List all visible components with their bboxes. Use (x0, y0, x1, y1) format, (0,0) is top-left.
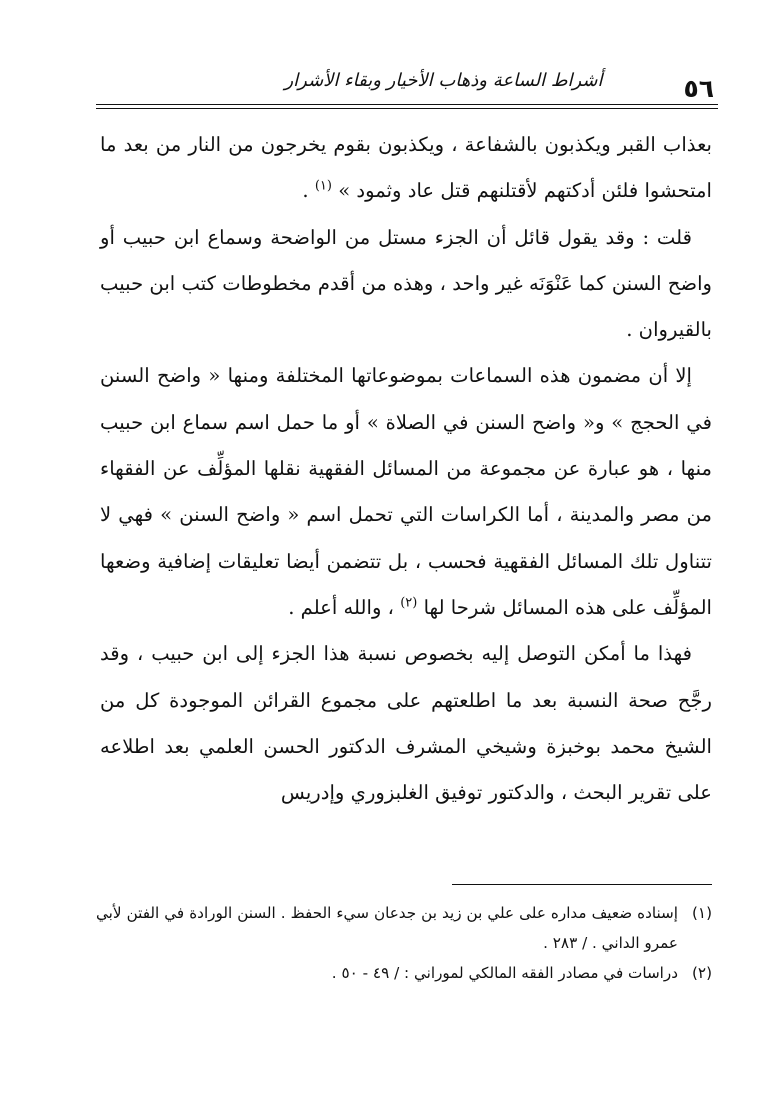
footnote-ref-1: (١) (314, 178, 332, 194)
paragraph-tail: ، والله أعلم . (288, 595, 401, 619)
paragraph-text: قلت : وقد يقول قائل أن الجزء مستل من الواضحة وسماع ابن حبيب أو واضح السنن كما عَنْوَنَه غير واحد ، وهذه من أقدم مخطوطات كتب ابن حبيب بالقيروان . (100, 225, 712, 342)
header-rule-secondary (96, 108, 718, 109)
paragraph-text: فهذا ما أمكن التوصل إليه بخصوص نسبة هذا الجزء إلى ابن حبيب ، وقد رجَّح صحة النسبة بعد ما اطلعتهم على مجموع القرائن الموجودة كل من الشيخ محمد بوخبزة وشيخي المشرف الدكتور الحسن العلمي بعد اطلاعه على تقرير البحث ، والدكتور توفيق الغلبزوري وإدريس (100, 642, 712, 805)
footnote-text: إسناده ضعيف مداره على علي بن زيد بن جدعان سيء الحفظ . السنن الورادة في الفتن لأبي عمرو الداني . / ٢٨٣ . (96, 904, 678, 952)
paragraph-3 (100, 353, 712, 631)
main-text (100, 122, 712, 816)
footnote-ref-2: (٢) (400, 595, 418, 611)
paragraph-1 (100, 122, 712, 215)
footnote-number: (٢) (691, 964, 712, 982)
page-header (96, 68, 718, 110)
footnote-text: دراسات في مصادر الفقه المالكي لموراني : / ٤٩ - ٥٠ . (331, 964, 678, 982)
running-title: أشراط الساعة وذهاب الأخيار وبقاء الأشرار (284, 70, 603, 91)
paragraph-text: إلا أن مضمون هذه السماعات بموضوعاتها المختلفة ومنها « واضح السنن في الحجج » و« واضح السنن في الصلاة » أو ما حمل اسم سماع ابن حبيب منها ، هو عبارة عن مجموعة من المسائل الفقهية نقلها المؤلِّف عن الفقهاء من مصر والمدينة ، أما الكراسات التي تحمل اسم « واضح السنن » فهي لا تتناول تلك المسائل الفقهية فحسب ، بل تتضمن أيضا تعليقات إضافية وضعها المؤلِّف على هذه المسائل شرحا لها (100, 364, 712, 619)
paragraph-4 (100, 631, 712, 816)
paragraph-tail: . (302, 179, 315, 203)
footnote-1 (96, 898, 712, 958)
footnote-number: (١) (691, 904, 712, 922)
page-number: ٥٦ (683, 74, 714, 103)
paragraph-2 (100, 215, 712, 354)
paragraph-text: بعذاب القبر ويكذبون بالشفاعة ، ويكذبون بقوم يخرجون من النار من بعد ما امتحشوا فلئن أدكتهم لأقتلنهم قتل عاد وثمود » (100, 133, 712, 203)
footnote-separator (452, 884, 712, 885)
footnotes (96, 898, 712, 988)
header-rule (96, 104, 718, 105)
footnote-2 (96, 958, 712, 988)
